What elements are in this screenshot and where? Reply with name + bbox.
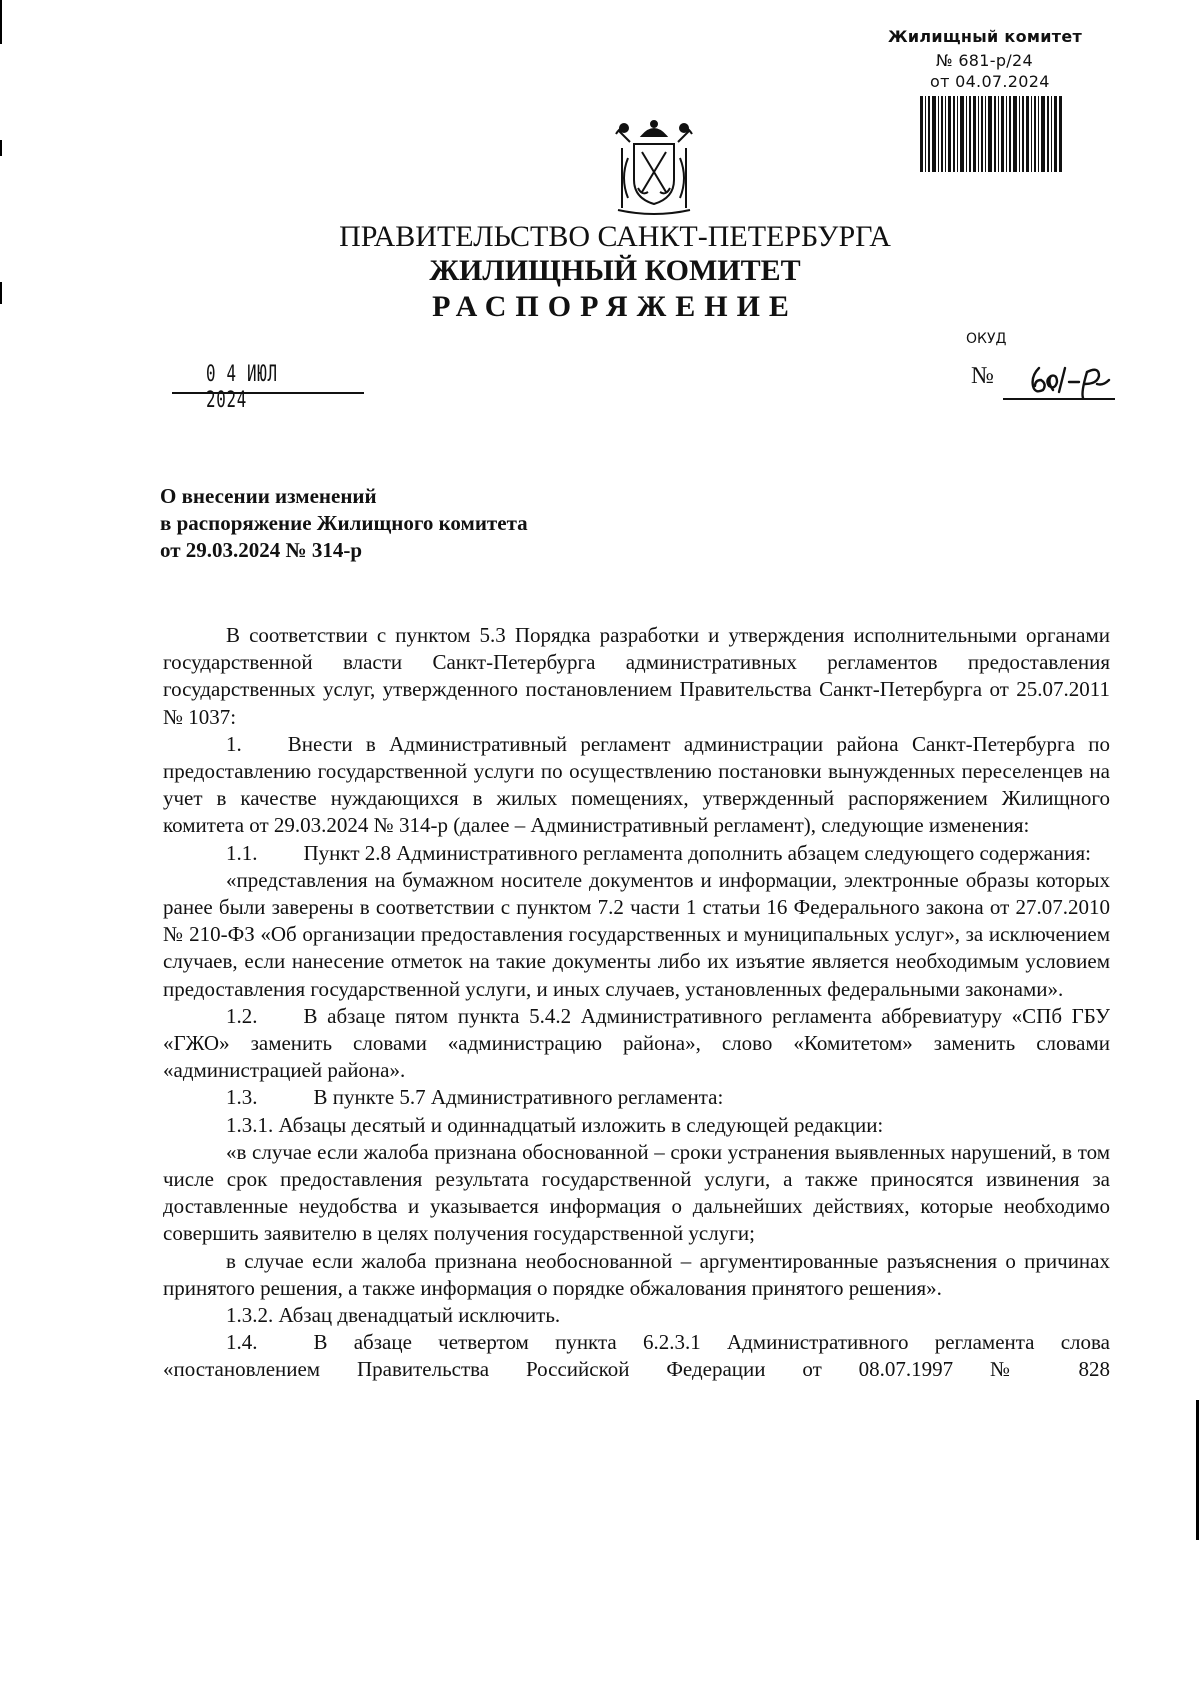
government-title: ПРАВИТЕЛЬСТВО САНКТ-ПЕТЕРБУРГА xyxy=(339,220,891,253)
stamp-number: № 681-р/24 xyxy=(936,51,1033,70)
item-number: 1.3.2. xyxy=(226,1303,274,1328)
item-text: Абзац двенадцатый исключить. xyxy=(278,1303,561,1328)
body-item xyxy=(163,1003,1110,1085)
body-item xyxy=(163,1084,1110,1111)
okud-label: ОКУД xyxy=(966,331,1007,347)
subject-line: от 29.03.2024 № 314-р xyxy=(160,538,363,562)
st-petersburg-coat-of-arms-icon xyxy=(608,118,700,218)
body-paragraph: В соответствии с пунктом 5.3 Порядка разработки и утверждения исполнительными органами государственной власти Санкт-Петербурга административных регламентов предоставления государственных услуг, утвержденного постановлением Правительства Санкт-Петербурга от 25.07.2011 № 1037: xyxy=(163,623,1110,729)
scan-edge-mark xyxy=(0,0,2,44)
item-number: 1.2. xyxy=(226,1003,258,1028)
subject-line: в распоряжение Жилищного комитета xyxy=(160,511,528,535)
barcode-icon xyxy=(920,96,1062,172)
item-number: 1.1. xyxy=(226,840,258,865)
scan-edge-mark xyxy=(1196,1400,1199,1540)
body-item xyxy=(163,1329,1110,1383)
number-field xyxy=(1003,362,1115,400)
document-type-title: РАСПОРЯЖЕНИЕ xyxy=(432,290,798,323)
scan-edge-mark xyxy=(0,140,2,156)
body-item xyxy=(163,1302,1110,1329)
item-number: 1. xyxy=(226,731,242,756)
subject-line: О внесении изменений xyxy=(160,484,377,508)
body-paragraph: в случае если жалоба признана необоснованной – аргументированные разъяснения о причинах принятого решения, а также информация о порядке обжалования принятого решения». xyxy=(163,1248,1110,1300)
stamp-committee: Жилищный комитет xyxy=(888,27,1083,46)
document-body xyxy=(163,622,1110,1384)
date-stamp-value: 0 4 ИЮЛ 2024 xyxy=(206,362,278,413)
document-subject xyxy=(160,483,528,564)
body-item xyxy=(163,840,1110,867)
item-text: В абзаце пятом пункта 5.4.2 Административного регламента аббревиатуру «СПб ГБУ «ГЖО» заменить словами «администрацию района», слово «Комитетом» заменить словами «администрацией района». xyxy=(163,1003,1110,1083)
number-label: № xyxy=(971,363,994,389)
body-item xyxy=(163,1112,1110,1139)
committee-title: ЖИЛИЩНЫЙ КОМИТЕТ xyxy=(429,254,801,287)
body-paragraph: «в случае если жалоба признана обоснованной – сроки устранения выявленных нарушений, в том числе срок предоставления результата государственной услуги, а также приносятся извинения за доставленные неудобства и указывается информация о дальнейших действиях, которые необходимо совершить заявителю в целях получения государственной услуги; xyxy=(163,1139,1110,1246)
item-number: 1.3.1. xyxy=(226,1112,274,1137)
date-field xyxy=(172,362,364,413)
item-number: 1.4. xyxy=(226,1330,258,1355)
item-text: В абзаце четвертом пункта 6.2.3.1 Административного регламента слова «постановлением Правительства Российской Федерации от 08.07.1997 № 828 xyxy=(163,1330,1110,1382)
stamp-date: от 04.07.2024 xyxy=(930,72,1050,91)
handwritten-number-signature xyxy=(1027,362,1115,398)
body-paragraph: «представления на бумажном носителе документов и информации, электронные образы которых ранее были заверены в соответствии с пунктом 7.2 части 1 статьи 16 Федерального закона от 27.07.2010 № 210-ФЗ «Об организации предоставления государственных и муниципальных услуг», за исключением случаев, если нанесение отметок на такие документы либо их изъятие является необходимым условием предоставления государственной услуги, и иных случаев, установленных федеральными законами». xyxy=(163,867,1110,1001)
item-number: 1.3. xyxy=(226,1085,258,1110)
item-text: Внести в Административный регламент администрации района Санкт-Петербурга по предоставлению государственной услуги по осуществлению постановки вынужденных переселенцев на учет в качестве нуждающихся в жилых помещениях, утвержденный распоряжением Жилищного комитета от 29.03.2024 № 314-р (далее – Административный регламент), следующие изменения: xyxy=(163,731,1110,838)
item-text: Абзацы десятый и одиннадцатый изложить в следующей редакции: xyxy=(278,1112,884,1137)
item-text: Пункт 2.8 Административного регламента дополнить абзацем следующего содержания: xyxy=(303,840,1091,865)
item-text: В пункте 5.7 Административного регламента: xyxy=(313,1085,724,1110)
body-item xyxy=(163,731,1110,840)
